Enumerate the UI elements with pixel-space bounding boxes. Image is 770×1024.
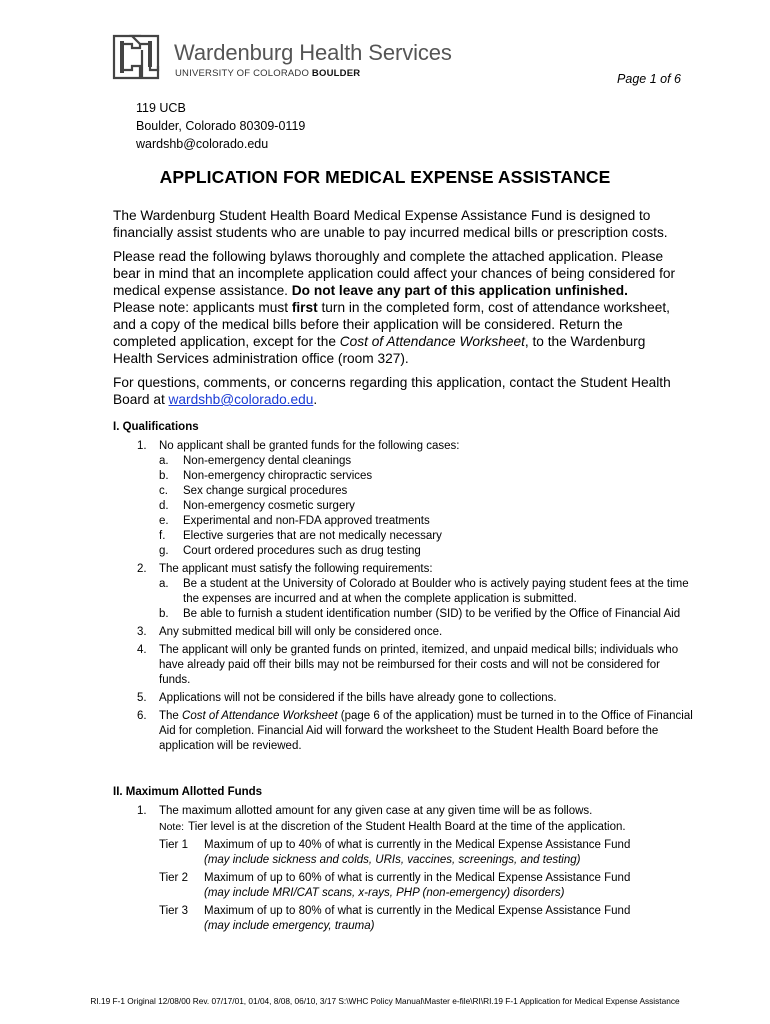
tier-row: Tier 2 Maximum of up to 60% of what is currently in the Medical Expense Assistance Fund (may include MRI/CAT scans, x-rays, PHP (non-emergency) disorders) <box>159 872 631 899</box>
list-item: 1. No applicant shall be granted funds for the following cases: a. Non-emergency dental cleanings b. Non-emergency chiropractic services c. Sex change surgical procedures d. Non-emergency cosmetic surgery e. Experimental and non-FDA approved treatments f. Elective surgeries that are not medically necessary g. Court ordered procedures such as drug testing <box>113 439 693 559</box>
intro-paragraph: For questions, comments, or concerns regarding this application, contact the Student Health Board at wardshb@colorado.edu. <box>113 375 671 407</box>
list-item: 2. The applicant must satisfy the following requirements: a. Be a student at the University of Colorado at Boulder who is actively paying student fees at the time the expenses are incurred and at when the complete application is submitted. b. Be able to furnish a student identification number (SID) to be verified by the Office of Financial Aid <box>113 562 693 622</box>
list-item: 4. The applicant will only be granted funds on printed, itemized, and unpaid medical bills; individuals who have already paid off their bills may not be reimbursed for their costs and will not be considered for funds. <box>137 644 679 686</box>
funds-section <box>113 785 693 936</box>
intro-paragraph: The Wardenburg Student Health Board Medical Expense Assistance Fund is designed to financially assist students who are unable to pay incurred medical bills or prescription costs. <box>113 208 668 240</box>
intro-paragraph: Please read the following bylaws thoroughly and complete the attached application. Please bear in mind that an incomplete application could affect your chances of being considered for medical expense assistance. Do not leave any part of this application unfinished. Please note: applicants must first turn in the completed form, cost of attendance worksheet, and a copy of the medical bills before their application will be considered. Return the completed application, except for the Cost of Attendance Worksheet, to the Wardenburg Health Services administration office (room 327). <box>113 249 676 366</box>
sub-item: e. Experimental and non-FDA approved treatments <box>159 515 430 527</box>
sub-item: b. Be able to furnish a student identification number (SID) to be verified by the Office of Financial Aid <box>159 608 681 620</box>
sub-item: a. Non-emergency dental cleanings <box>159 455 352 467</box>
cu-logo-icon <box>112 32 160 82</box>
sub-item: g. Court ordered procedures such as drug testing <box>159 545 421 557</box>
section-heading: II. Maximum Allotted Funds <box>113 786 263 798</box>
qualifications-section <box>113 420 693 757</box>
section-heading: I. Qualifications <box>113 421 199 433</box>
address-email: wardshb@colorado.edu <box>136 137 269 151</box>
email-link[interactable]: wardshb@colorado.edu <box>168 392 314 407</box>
sub-item: c. Sex change surgical procedures <box>159 485 348 497</box>
sub-item: d. Non-emergency cosmetic surgery <box>159 500 355 512</box>
page-number: Page 1 of 6 <box>617 72 681 86</box>
address-block <box>136 99 305 153</box>
sub-item: f. Elective surgeries that are not medically necessary <box>159 530 442 542</box>
list-item: 6. The Cost of Attendance Worksheet (page 6 of the application) must be turned in to the Office of Financial Aid for completion. Financial Aid will forward the worksheet to the Student Health Board before the application will be reviewed. <box>137 710 693 752</box>
address-line: Boulder, Colorado 80309-0119 <box>136 119 306 133</box>
list-item: 1. The maximum allotted amount for any given case at any given time will be as follows. <box>137 805 593 817</box>
footer-text: RI.19 F-1 Original 12/08/00 Rev. 07/17/01, 01/04, 8/08, 06/10, 3/17 S:\WHC Policy Manual\Master e-file\RI\RI.19 F-1 Application for Medical Expense Assistance <box>90 996 680 1006</box>
org-name: Wardenburg Health Services <box>174 40 452 65</box>
document-title: APPLICATION FOR MEDICAL EXPENSE ASSISTANCE <box>159 167 611 187</box>
tier-row: Tier 3 Maximum of up to 80% of what is currently in the Medical Expense Assistance Fund (may include emergency, trauma) <box>159 905 631 932</box>
intro-text <box>113 207 683 415</box>
tier-note: Note: Tier level is at the discretion of the Student Health Board at the time of the application. <box>159 821 626 833</box>
sub-item: b. Non-emergency chiropractic services <box>159 470 373 482</box>
university-name: UNIVERSITY OF COLORADO BOULDER <box>175 68 361 79</box>
address-line: 119 UCB <box>136 101 186 115</box>
tier-row: Tier 1 Maximum of up to 40% of what is currently in the Medical Expense Assistance Fund (may include sickness and colds, URIs, vaccines, screenings, and testing) <box>159 839 631 866</box>
sub-item: a. Be a student at the University of Colorado at Boulder who is actively paying student fees at the time the expenses are incurred and at when the complete application is submitted. <box>159 578 689 605</box>
list-item: 3. Any submitted medical bill will only be considered once. <box>137 626 443 638</box>
list-item: 5. Applications will not be considered if the bills have already gone to collections. <box>137 692 557 704</box>
